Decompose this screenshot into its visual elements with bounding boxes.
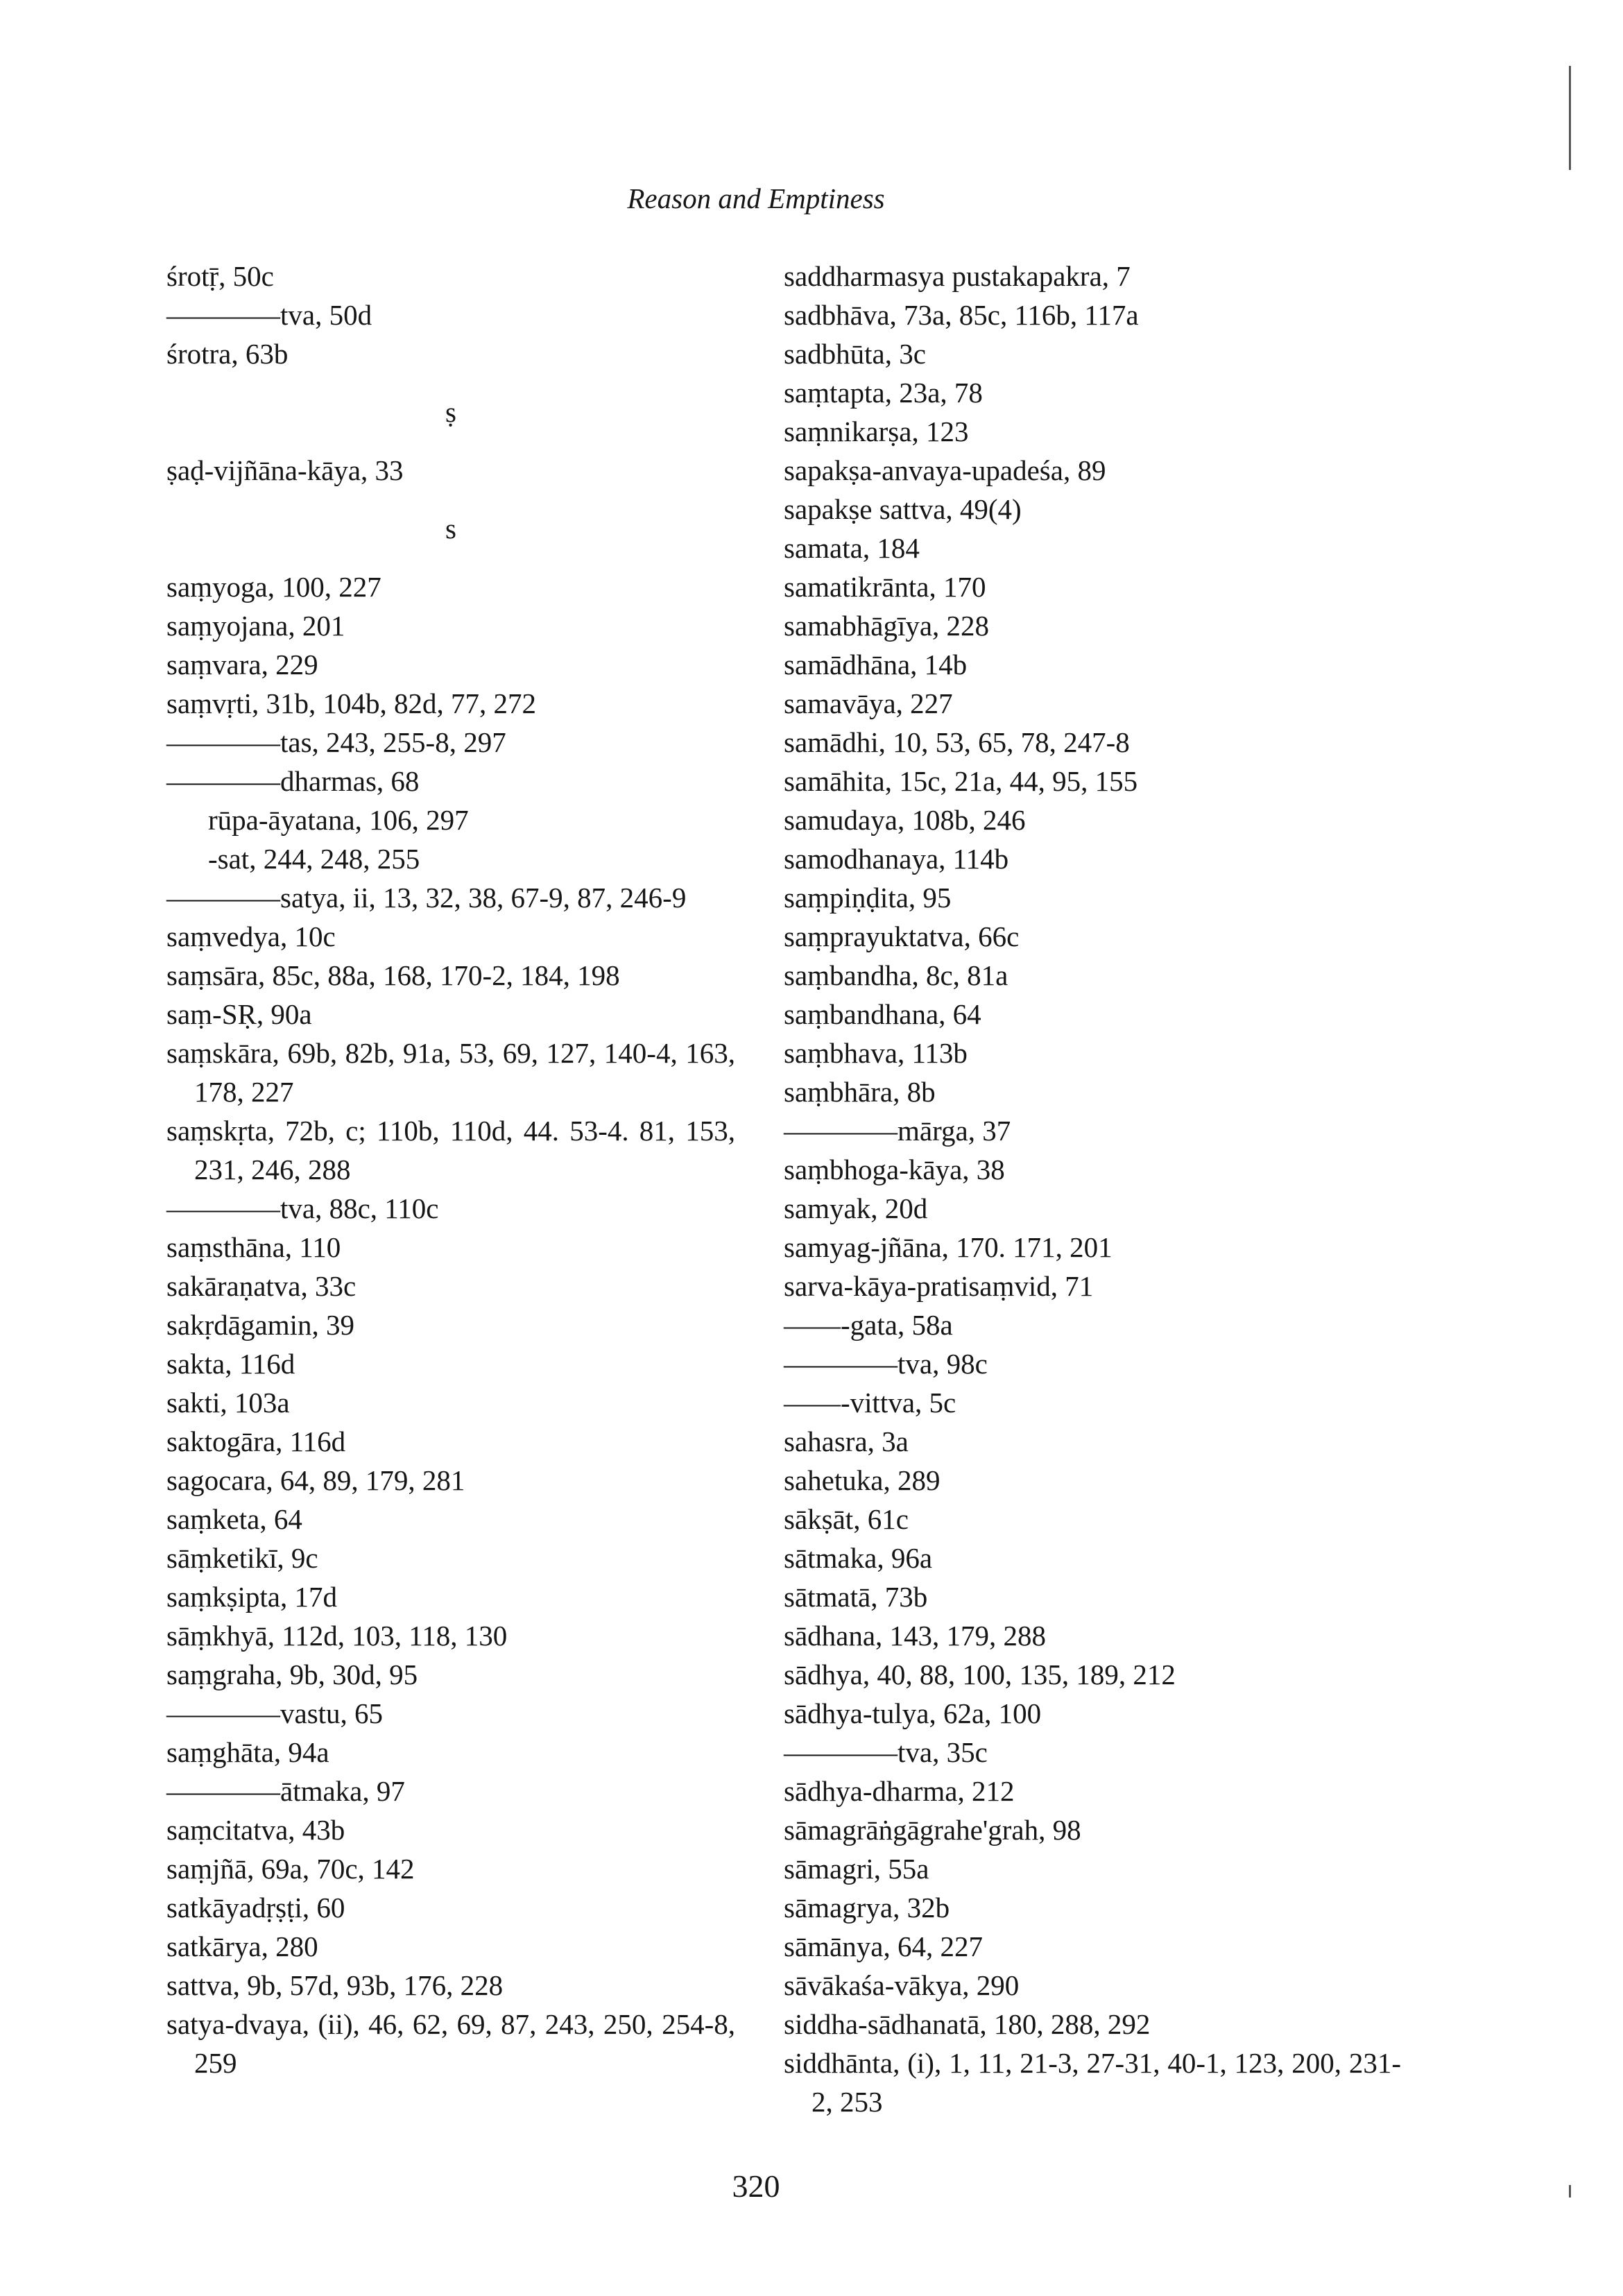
index-entry: sakta, 116d <box>166 1348 295 1380</box>
index-entry: saddharmasya pustakapakra, 7 <box>784 260 1131 292</box>
index-entry: saṃbandhana, 64 <box>784 998 981 1030</box>
index-entry: samādhi, 10, 53, 65, 78, 247-8 <box>784 726 1130 758</box>
index-entry: saṃbhāra, 8b <box>784 1076 936 1108</box>
index-entry: samata, 184 <box>784 532 920 564</box>
index-subentry: rūpa-āyatana, 106, 297 <box>208 804 469 836</box>
index-entry: samyak, 20d <box>784 1192 928 1224</box>
index-entry: saṃbandha, 8c, 81a <box>784 959 1008 991</box>
index-entry: ————tva, 35c <box>784 1736 988 1768</box>
index-entry: saṃnikarṣa, 123 <box>784 415 969 447</box>
index-entry: satya-dvaya, (ii), 46, 62, 69, 87, 243, 250, 254-8, 259 <box>166 2008 735 2079</box>
index-entry: sādhana, 143, 179, 288 <box>784 1620 1047 1652</box>
index-entry: samādhāna, 14b <box>784 649 968 680</box>
index-entry: sakti, 103a <box>166 1387 290 1419</box>
index-entry: sapakṣe sattva, 49(4) <box>784 493 1022 525</box>
index-entry: sātmaka, 96a <box>784 1542 933 1574</box>
index-column-left <box>166 257 735 2082</box>
index-entry: sapakṣa-anvaya-upadeśa, 89 <box>784 454 1106 486</box>
index-entry: ————vastu, 65 <box>166 1697 384 1729</box>
index-entry: śrotṝ, 50c <box>166 260 274 292</box>
index-entry: sagocara, 64, 89, 179, 281 <box>166 1464 465 1496</box>
index-entry: saṃskṛta, 72b, c; 110b, 110d, 44. 53-4. 81, 153, 231, 246, 288 <box>166 1115 735 1185</box>
index-entry: ————tva, 98c <box>784 1348 988 1380</box>
index-entry: sāṃkhyā, 112d, 103, 118, 130 <box>166 1620 508 1652</box>
index-entry: saṃvedya, 10c <box>166 920 336 952</box>
index-entry: samudaya, 108b, 246 <box>784 804 1026 836</box>
index-entry: saṃ-SṚ, 90a <box>166 998 312 1030</box>
index-entry: samodhanaya, 114b <box>784 843 1009 875</box>
index-entry: saṃprayuktatva, 66c <box>784 920 1020 952</box>
index-entry: ————ātmaka, 97 <box>166 1775 405 1807</box>
index-entry: ————tas, 243, 255-8, 297 <box>166 726 506 758</box>
index-entry: saṃpiṇḍita, 95 <box>784 882 952 914</box>
index-entry: sāmānya, 64, 227 <box>784 1930 983 1962</box>
index-entry: satkāyadṛṣṭi, 60 <box>166 1892 345 1924</box>
index-entry: samyag-jñāna, 170. 171, 201 <box>784 1231 1113 1263</box>
index-entry: ————satya, ii, 13, 32, 38, 67-9, 87, 246-9 <box>166 882 687 914</box>
index-entry: saṃvara, 229 <box>166 649 318 680</box>
index-entry: ————mārga, 37 <box>784 1115 1011 1147</box>
index-entry: samabhāgīya, 228 <box>784 610 990 642</box>
scan-edge-mark <box>1569 66 1571 170</box>
index-entry: ————dharmas, 68 <box>166 765 420 797</box>
index-entry: saṃcitatva, 43b <box>166 1814 345 1846</box>
section-letter: s <box>445 513 456 545</box>
index-entry: śrotra, 63b <box>166 338 289 370</box>
index-entry: saṃbhoga-kāya, 38 <box>784 1154 1005 1185</box>
index-entry: saṃbhava, 113b <box>784 1037 968 1069</box>
index-entry: ——-gata, 58a <box>784 1309 953 1341</box>
index-entry: siddha-sādhanatā, 180, 288, 292 <box>784 2008 1151 2040</box>
index-entry: sāmagrya, 32b <box>784 1892 950 1924</box>
page-number: 320 <box>732 2168 780 2204</box>
index-entry: sādhya-tulya, 62a, 100 <box>784 1697 1042 1729</box>
running-head: Reason and Emptiness <box>627 182 885 214</box>
index-entry: samāhita, 15c, 21a, 44, 95, 155 <box>784 765 1138 797</box>
index-entry: sāmagrāṅgāgrahe'grah, 98 <box>784 1814 1081 1846</box>
index-entry: saṃsāra, 85c, 88a, 168, 170-2, 184, 198 <box>166 959 620 991</box>
index-entry: saṃtapta, 23a, 78 <box>784 377 983 409</box>
index-entry: saṃvṛti, 31b, 104b, 82d, 77, 272 <box>166 687 536 719</box>
index-entry: siddhānta, (i), 1, 11, 21-3, 27-31, 40-1, 123, 200, 231-2, 253 <box>784 2047 1401 2118</box>
index-entry: sātmatā, 73b <box>784 1581 928 1613</box>
index-entry: sāmagri, 55a <box>784 1853 929 1885</box>
index-entry: sādhya, 40, 88, 100, 135, 189, 212 <box>784 1659 1176 1690</box>
index-entry: sarva-kāya-pratisaṃvid, 71 <box>784 1270 1094 1302</box>
index-entry: sāvākaśa-vākya, 290 <box>784 1969 1020 2001</box>
index-entry: sākṣāt, 61c <box>784 1503 909 1535</box>
section-letter: ṣ <box>445 396 456 428</box>
index-entry: sāṃketikī, 9c <box>166 1542 318 1574</box>
index-entry: sadbhāva, 73a, 85c, 116b, 117a <box>784 299 1139 331</box>
index-entry: ṣaḍ-vijñāna-kāya, 33 <box>166 454 404 486</box>
index-entry: sādhya-dharma, 212 <box>784 1775 1015 1807</box>
index-entry: samatikrānta, 170 <box>784 571 986 603</box>
index-entry: saṃgraha, 9b, 30d, 95 <box>166 1659 418 1690</box>
index-entry: saṃyoga, 100, 227 <box>166 571 381 603</box>
index-entry: sakṛdāgamin, 39 <box>166 1309 354 1341</box>
index-entry: saṃjñā, 69a, 70c, 142 <box>166 1853 415 1885</box>
index-subentry: -sat, 244, 248, 255 <box>208 843 420 875</box>
index-entry: sattva, 9b, 57d, 93b, 176, 228 <box>166 1969 504 2001</box>
index-entry: saṃkṣipta, 17d <box>166 1581 337 1613</box>
index-entry: ————tva, 88c, 110c <box>166 1192 439 1224</box>
index-entry: saṃsthāna, 110 <box>166 1231 341 1263</box>
index-entry: samavāya, 227 <box>784 687 953 719</box>
index-entry: saṃketa, 64 <box>166 1503 302 1535</box>
index-entry: ————tva, 50d <box>166 299 372 331</box>
index-entry: saṃghāta, 94a <box>166 1736 329 1768</box>
index-column-right <box>784 257 1401 2121</box>
scan-edge-mark <box>1569 2185 1571 2198</box>
index-entry: sakāraṇatva, 33c <box>166 1270 357 1302</box>
index-entry: ——-vittva, 5c <box>784 1387 956 1419</box>
index-entry: satkārya, 280 <box>166 1930 318 1962</box>
index-entry: saṃyojana, 201 <box>166 610 345 642</box>
index-entry: sahetuka, 289 <box>784 1464 941 1496</box>
index-entry: sadbhūta, 3c <box>784 338 926 370</box>
index-entry: sahasra, 3a <box>784 1425 909 1457</box>
index-entry: saṃskāra, 69b, 82b, 91a, 53, 69, 127, 140-4, 163, 178, 227 <box>166 1037 735 1108</box>
index-entry: saktogāra, 116d <box>166 1425 346 1457</box>
